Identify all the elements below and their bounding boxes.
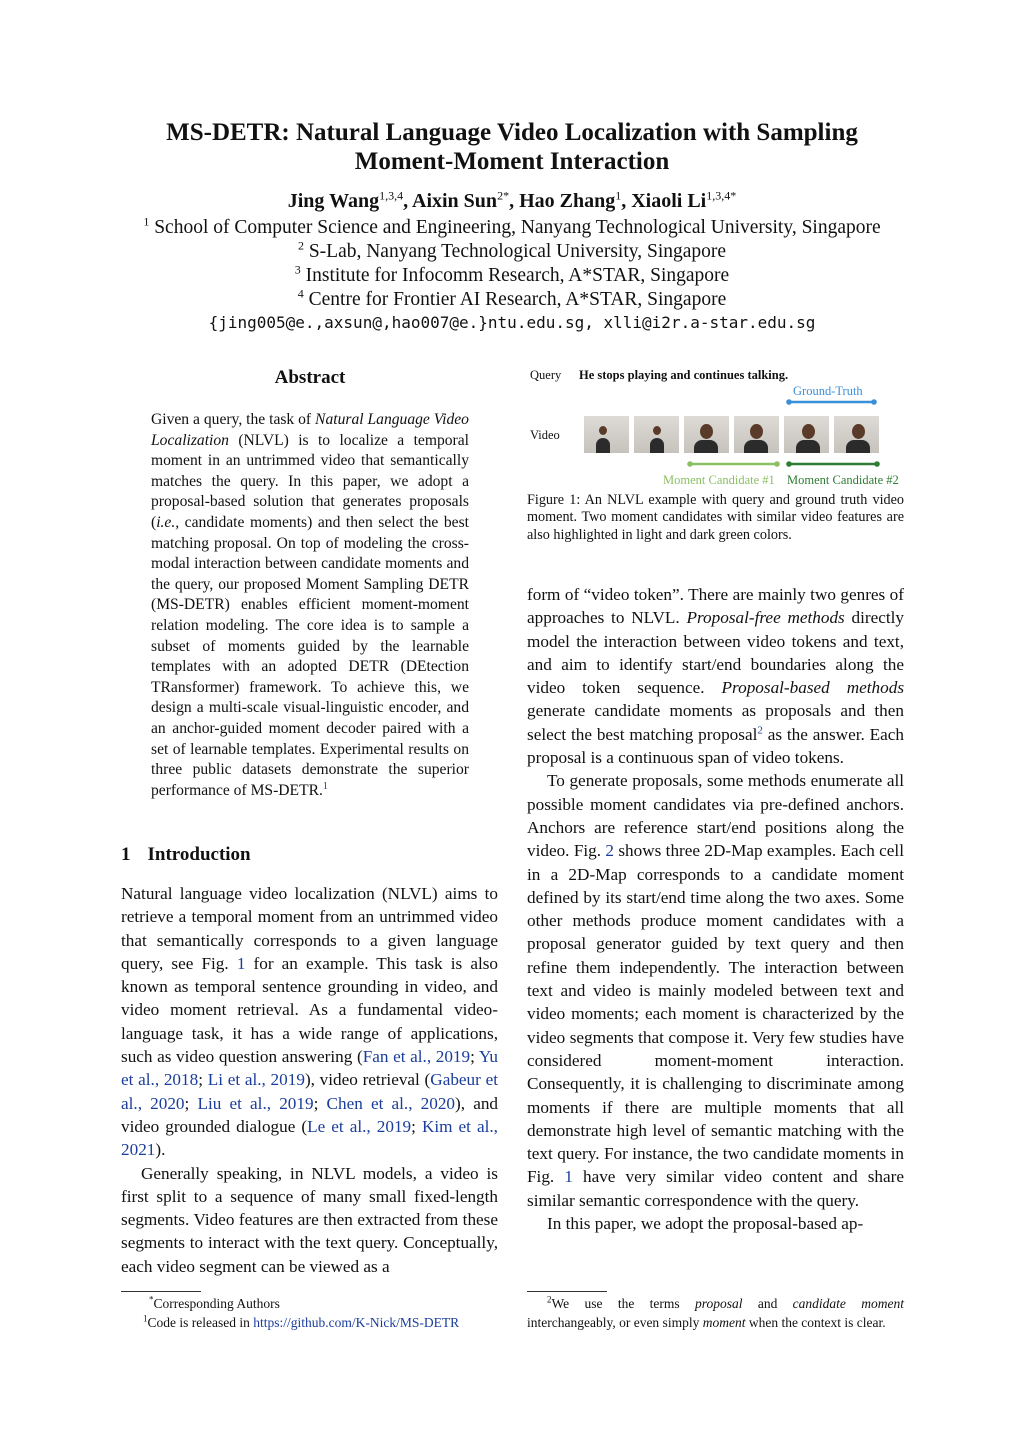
video-frame [584,416,629,453]
citation-link[interactable]: Liu et al., 2019 [197,1093,314,1113]
section-number: 1 [121,844,131,865]
affiliation-text: School of Computer Science and Engineering, Nanyang Technological University, Singapore [154,217,881,238]
span-endpoint [874,461,880,467]
affiliation-text: Institute for Infocomm Research, A*STAR, Singapore [305,265,730,286]
body-text: for an example. This task is also known as temporal sentence grounding in video, and video moment retrieval. As a fundamental video-language task, it has a wide range of applications, such as video question answering ( [121,953,498,1067]
footnote-right [527,1294,904,1332]
author-name: Hao Zhang [519,190,616,212]
affiliation [60,240,964,264]
author-emails: {jing005@e.,axsun@,hao007@e.}ntu.edu.sg, xlli@i2r.a-star.edu.sg [208,313,816,332]
intro-paragraph-2: Generally speaking, in NLVL models, a video is first split to a sequence of many small fixed-length segments. Video features are then extracted from these segments to interact with the text query. Conceptually, each video segment can be viewed as a [121,1163,498,1276]
body-text: ; [184,1093,198,1113]
citation-link[interactable]: Yu et al., 2018 [121,1047,498,1090]
footnote-rule [527,1291,607,1292]
paper-title [100,118,924,176]
arxiv-stamp-svg [2,440,82,1050]
figure-link[interactable]: 2 [605,841,614,861]
right-paragraph-3: In this paper, we adopt the proposal-based ap- [547,1214,864,1234]
affiliation [60,264,964,288]
body-emphasis: Proposal-based methods [721,678,905,698]
candidate-2-label: Moment Candidate #2 [787,473,899,487]
affiliation-number: 2 [297,238,304,253]
body-text: form of “video token”. There are mainly two genres of approaches to NLVL. [527,585,904,628]
author-name: Jing Wang [287,190,380,212]
footnote-rule [121,1291,201,1292]
abstract-heading: Abstract [274,367,346,388]
footnote-text: We use the terms [551,1296,695,1311]
abstract-body [151,410,469,801]
body-text: ), and video grounded dialogue ( [121,1093,499,1136]
author-name: Aixin Sun [412,190,498,212]
body-emphasis: Proposal-free methods [686,608,845,628]
body-text: as the answer. Each proposal is a continuous span of video tokens. [527,724,904,768]
affiliation-number: 3 [294,262,301,277]
footnotes-left [121,1294,511,1332]
footnote-text: and [742,1296,793,1311]
span-endpoint [786,461,792,467]
right-paragraph-2 [527,769,904,1212]
title-line-1: MS-DETR: Natural Language Video Localization with Sampling [166,119,858,146]
abstract-emphasis: Natural Language Video Localization [151,411,469,449]
body-text: shows three 2D-Map examples. Each cell in a 2D-Map corresponds to a candidate moment defined by its start/end time along the two axes. Some other methods produce moment candidates with a proposal generator guided by text query and then refine them independently. The interaction between text and video is mainly modeled between text and video moments; each moment is characterized by the video segments that compose it. Very few studies have considered moment-moment interaction. Consequently, it is challenging to discriminate among moments if there are multiple moments that all demonstrate high level of semantic matching with the text query. For instance, the two candidate moments in Fig. [527,841,904,1187]
span-endpoint [871,399,877,405]
video-frame [734,416,779,453]
footnote-text: Code is released in [147,1315,254,1330]
video-frame [684,416,729,453]
affiliation-text: Centre for Frontier AI Research, A*STAR, Singapore [308,289,727,310]
footnote-2 [121,1313,511,1332]
footnote-mark: 2 [547,1294,552,1305]
intro-heading [121,844,251,866]
author-name: Xiaoli Li [631,190,707,212]
body-text: have very similar video content and share similar semantic correspondence with the query. [527,1167,904,1210]
citation-link[interactable]: Le et al., 2019 [307,1116,412,1136]
footnote-text: interchangeably, or even simply [527,1315,703,1330]
code-url-link[interactable]: https://github.com/K-Nick/MS-DETR [253,1315,460,1330]
footnote-text: when the context is clear. [745,1315,886,1330]
intro-body [121,882,498,1278]
intro-paragraph-1 [121,882,498,1162]
ground-truth-label: Ground-Truth [793,384,863,398]
footnote-mark: * [149,1294,154,1305]
figure-1 [527,362,904,490]
right-paragraph-1 [527,583,904,769]
body-text: generate candidate moments as proposals and then select the best matching proposal [527,701,904,744]
affiliation-text: S-Lab, Nanyang Technological University, Singapore [308,241,727,262]
video-frame [784,416,829,453]
citation-link[interactable]: Fan et al., 2019 [362,1047,471,1067]
abstract-text: (NLVL) is to localize a temporal moment in an untrimmed video that semantically matches the query. In this paper, we adopt a proposal-based solution that generates proposals ( [151,431,469,531]
affiliation [60,216,964,240]
abstract-emphasis: i.e., [156,513,180,531]
body-text: ). [155,1140,166,1160]
title-line-2: Moment-Moment Interaction [354,148,670,175]
body-text: ; [470,1047,479,1067]
video-frame [634,416,679,453]
body-text: To generate proposals, some methods enumerate all possible moment candidates via pre-defined anchors. Anchors are reference start/end positions along the video. Fig. [527,771,904,861]
figure-link[interactable]: 1 [564,1167,573,1187]
body-text: Natural language video localization (NLVL) aims to retrieve a temporal moment from an untrimmed video that semantically corresponds to a given language query, see Fig. [121,884,498,973]
citation-link[interactable]: Chen et al., 2020 [326,1093,456,1113]
author-affil: 1,3,4 [379,188,404,203]
body-text: ; [198,1070,208,1090]
affiliation-number: 4 [297,286,304,301]
query-label: Query [530,368,562,382]
body-text: ; [313,1093,327,1113]
footnote-emphasis: moment [702,1315,746,1330]
section-title: Introduction [147,844,251,865]
footnote-text: Corresponding Authors [153,1296,280,1311]
span-endpoint [774,461,780,467]
author-list: Jing Wang$^{1,3,4}$, Aixin Sun$^{2*}$, Hao Zhang$^1$, Xiaoli $Li^{1,3,4*}$ [287,188,737,212]
footnote-emphasis: proposal [694,1296,743,1311]
video-label: Video [530,428,560,442]
citation-link[interactable]: Li et al., 2019 [207,1070,305,1090]
author-affil: 1 [615,188,622,203]
figure-link[interactable]: 1 [236,953,246,973]
citation-link[interactable]: Gabeur et al., 2020 [121,1070,498,1113]
body-text: directly model the interaction between video tokens and text, and aim to identify start/end boundaries along the video token sequence. [527,608,905,698]
citation-link[interactable]: Kim et al., 2021 [121,1116,498,1160]
video-frame [834,416,879,453]
caption-label: Figure 1: [527,492,581,508]
footnote-emphasis: candidate moment [792,1296,904,1311]
affiliation-number: 1 [143,214,150,229]
abstract-text: Given a query, the task of [151,411,316,428]
figure-1-caption [527,492,904,544]
footnote-link[interactable]: 1 [322,780,328,792]
author-affil: 2* [497,188,510,203]
author-affil: 1,3,4* [706,188,737,203]
affiliation [60,288,964,312]
body-text: ; [411,1116,422,1136]
body-text: ), video retrieval ( [304,1070,431,1090]
span-endpoint [687,461,693,467]
query-text: He stops playing and continues talking. [579,368,789,382]
abstract-text: candidate moments) and then select the best matching proposal. On top of modeling the cross-modal interaction between candidate moments and the query, our proposed Moment Sampling DETR (MS-DETR) enables efficient moment-moment relation modeling. The core idea is to sample a subset of moments guided by the learnable templates with an adopted DETR (DEtection TRansformer) framework. To achieve this, we design a multi-scale visual-linguistic encoder, and an anchor-guided moment decoder paired with a set of learnable templates. Experimental results on three public datasets demonstrate the superior performance of MS-DETR. [151,513,469,799]
candidate-1-label: Moment Candidate #1 [663,473,775,487]
footnote-link[interactable]: 2 [757,724,763,737]
caption-text: An NLVL example with query and ground truth video moment. Two moment candidates with similar video features are also highlighted in light and dark green colors. [527,492,904,543]
span-endpoint [786,399,792,405]
footnote-1 [121,1294,511,1313]
arxiv-stamp [2,440,82,1050]
right-column-body [527,583,904,1235]
footnote-mark: 1 [143,1313,148,1324]
